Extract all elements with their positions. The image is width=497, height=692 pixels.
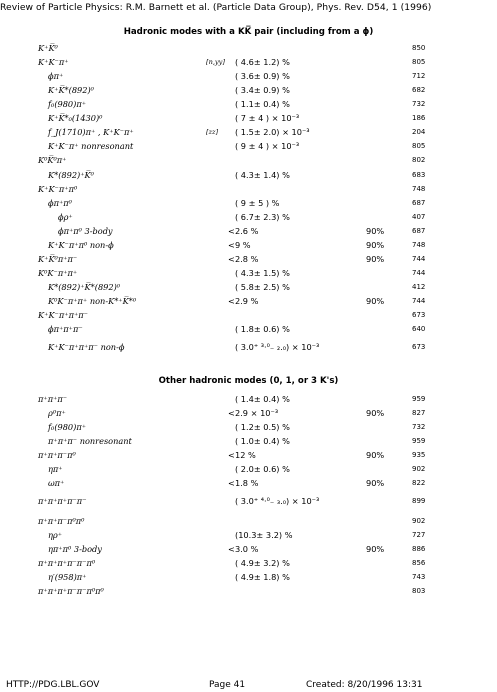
branching-fraction: ( 3.0⁺ ³·⁰₋ ₂.₀) × 10⁻³ xyxy=(235,342,320,352)
decay-mode-row xyxy=(0,169,497,181)
branching-fraction: ( 3.0⁺ ⁴·⁰₋ ₃.₀) × 10⁻³ xyxy=(235,496,320,506)
decay-mode-name: K⁺K̅⁰π⁺π⁻ xyxy=(38,254,78,264)
footnote-ref: [n,yy] xyxy=(206,58,225,66)
momentum-value: 727 xyxy=(412,531,426,539)
footer-page-number: Page 41 xyxy=(209,680,246,690)
momentum-value: 902 xyxy=(412,517,426,525)
decay-mode-name: η′(958)π⁺ xyxy=(48,572,87,582)
momentum-value: 673 xyxy=(412,311,426,319)
decay-mode-name: π⁺π⁺π⁻π⁰ xyxy=(38,450,76,460)
momentum-value: 748 xyxy=(412,185,426,193)
decay-mode-name: π⁺π⁺π⁻ xyxy=(38,394,68,404)
decay-mode-name: f_J(1710)π⁺ , K⁺K⁻π⁺ xyxy=(48,127,134,137)
confidence-level: 90% xyxy=(366,226,385,236)
decay-mode-row xyxy=(0,421,497,433)
decay-mode-row xyxy=(0,571,497,583)
decay-mode-name: K⁺K̅*₀(1430)⁰ xyxy=(48,113,103,123)
momentum-value: 712 xyxy=(412,72,426,80)
decay-mode-name: K⁺K⁻π⁺π⁰ non-ϕ xyxy=(48,240,114,250)
momentum-value: 822 xyxy=(412,479,426,487)
decay-mode-row xyxy=(0,323,497,335)
decay-mode-row xyxy=(0,211,497,223)
decay-mode-name: K⁰K⁻π⁺π⁺ xyxy=(38,268,78,278)
decay-mode-name: π⁺π⁺π⁻π⁰π⁰ xyxy=(38,516,85,526)
decay-mode-row xyxy=(0,98,497,110)
decay-mode-row xyxy=(0,515,497,527)
decay-mode-name: K⁺K̅⁰ xyxy=(38,43,58,53)
momentum-value: 732 xyxy=(412,100,426,108)
decay-mode-name: ϕπ⁺π⁺π⁻ xyxy=(48,324,83,334)
decay-mode-row xyxy=(0,495,497,507)
section-title: Hadronic modes with a KK̅ pair (including from a ϕ) xyxy=(123,27,374,37)
upper-limit-sign: < xyxy=(228,254,235,264)
decay-mode-row xyxy=(0,225,497,237)
page-header: Review of Particle Physics: R.M. Barnett et al. (Particle Data Group), Phys. Rev. D54, 1 (1996) xyxy=(0,2,432,13)
decay-mode-row xyxy=(0,477,497,489)
momentum-value: 805 xyxy=(412,58,426,66)
decay-mode-name: π⁺π⁺π⁺π⁻π⁻π⁰π⁰ xyxy=(38,586,104,596)
decay-mode-row xyxy=(0,449,497,461)
footer-url[interactable]: HTTP://PDG.LBL.GOV xyxy=(6,680,100,690)
decay-mode-row xyxy=(0,309,497,321)
branching-fraction: ( 4.9± 3.2) % xyxy=(235,558,290,568)
decay-mode-row xyxy=(0,154,497,166)
decay-mode-name: K⁺K̅*(892)⁰ xyxy=(48,85,94,95)
upper-limit-sign: < xyxy=(228,408,235,418)
branching-fraction: 2.9 × 10⁻³ xyxy=(235,408,279,418)
decay-mode-row xyxy=(0,341,497,353)
decay-mode-name: K⁰K⁻π⁺π⁺ non-K*⁺K̅*⁰ xyxy=(48,296,137,306)
confidence-level: 90% xyxy=(366,254,385,264)
momentum-value: 748 xyxy=(412,241,426,249)
decay-mode-row xyxy=(0,42,497,54)
confidence-level: 90% xyxy=(366,296,385,306)
decay-mode-row xyxy=(0,239,497,251)
momentum-value: 683 xyxy=(412,171,426,179)
momentum-value: 856 xyxy=(412,559,426,567)
momentum-value: 802 xyxy=(412,156,426,164)
decay-mode-row xyxy=(0,112,497,124)
branching-fraction: ( 7 ± 4 ) × 10⁻³ xyxy=(235,113,300,123)
momentum-value: 899 xyxy=(412,497,426,505)
branching-fraction: ( 1.8± 0.6) % xyxy=(235,324,290,334)
momentum-value: 640 xyxy=(412,325,426,333)
momentum-value: 805 xyxy=(412,142,426,150)
momentum-value: 412 xyxy=(412,283,426,291)
momentum-value: 803 xyxy=(412,587,426,595)
decay-mode-row xyxy=(0,183,497,195)
decay-mode-row xyxy=(0,197,497,209)
confidence-level: 90% xyxy=(366,408,385,418)
confidence-level: 90% xyxy=(366,450,385,460)
momentum-value: 687 xyxy=(412,199,426,207)
decay-mode-row xyxy=(0,463,497,475)
branching-fraction: ( 3.6± 0.9) % xyxy=(235,71,290,81)
upper-limit-sign: < xyxy=(228,226,235,236)
branching-fraction: 9 % xyxy=(235,240,251,250)
decay-mode-row xyxy=(0,56,497,68)
footer-created-date: Created: 8/20/1996 13:31 xyxy=(306,680,423,690)
momentum-value: 744 xyxy=(412,269,426,277)
decay-mode-row xyxy=(0,407,497,419)
branching-fraction: ( 1.0± 0.4) % xyxy=(235,436,290,446)
momentum-value: 204 xyxy=(412,128,426,136)
branching-fraction: ( 1.2± 0.5) % xyxy=(235,422,290,432)
upper-limit-sign: < xyxy=(228,544,235,554)
decay-mode-row xyxy=(0,126,497,138)
momentum-value: 886 xyxy=(412,545,426,553)
section-title: Other hadronic modes (0, 1, or 3 K's) xyxy=(158,376,339,386)
branching-fraction: 2.9 % xyxy=(235,296,259,306)
decay-mode-name: ρ⁰π⁺ xyxy=(48,408,66,418)
decay-mode-name: K⁰K̅⁰π⁺ xyxy=(38,155,67,165)
momentum-value: 959 xyxy=(412,437,426,445)
branching-fraction: ( 4.6± 1.2) % xyxy=(235,57,290,67)
decay-mode-name: π⁺π⁺π⁺π⁻π⁻π⁰ xyxy=(38,558,96,568)
decay-mode-name: K*(892)⁺K̅*(892)⁰ xyxy=(48,282,121,292)
branching-fraction: ( 1.4± 0.4) % xyxy=(235,394,290,404)
branching-fraction: ( 4.3± 1.5) % xyxy=(235,268,290,278)
momentum-value: 827 xyxy=(412,409,426,417)
decay-mode-row xyxy=(0,557,497,569)
momentum-value: 407 xyxy=(412,213,426,221)
decay-mode-name: K⁺K⁻π⁺ xyxy=(38,57,69,67)
decay-mode-name: ϕπ⁺ xyxy=(48,71,64,81)
momentum-value: 744 xyxy=(412,255,426,263)
decay-mode-name: ηπ⁺ xyxy=(48,464,63,474)
decay-mode-row xyxy=(0,529,497,541)
decay-mode-name: ϕπ⁺π⁰ 3-body xyxy=(58,226,113,236)
branching-fraction: 2.8 % xyxy=(235,254,259,264)
confidence-level: 90% xyxy=(366,240,385,250)
branching-fraction: 1.8 % xyxy=(235,478,259,488)
momentum-value: 682 xyxy=(412,86,426,94)
branching-fraction: ( 5.8± 2.5) % xyxy=(235,282,290,292)
momentum-value: 743 xyxy=(412,573,426,581)
decay-mode-row xyxy=(0,281,497,293)
decay-mode-name: K⁺K⁻π⁺π⁺π⁻ non-ϕ xyxy=(48,342,125,352)
momentum-value: 186 xyxy=(412,114,426,122)
momentum-value: 902 xyxy=(412,465,426,473)
momentum-value: 935 xyxy=(412,451,426,459)
decay-mode-row xyxy=(0,253,497,265)
decay-mode-row xyxy=(0,543,497,555)
decay-mode-name: f₀(980)π⁺ xyxy=(48,422,87,432)
decay-mode-name: π⁺π⁺π⁺π⁻π⁻ xyxy=(38,496,87,506)
confidence-level: 90% xyxy=(366,478,385,488)
decay-mode-name: ϕπ⁺π⁰ xyxy=(48,198,72,208)
branching-fraction: ( 1.5± 2.0) × 10⁻³ xyxy=(235,127,310,137)
decay-mode-name: K⁺K⁻π⁺π⁺π⁻ xyxy=(38,310,88,320)
decay-mode-name: ηρ⁺ xyxy=(48,530,63,540)
confidence-level: 90% xyxy=(366,544,385,554)
decay-mode-name: K⁺K⁻π⁺π⁰ xyxy=(38,184,78,194)
decay-mode-row xyxy=(0,267,497,279)
momentum-value: 673 xyxy=(412,343,426,351)
decay-mode-name: π⁺π⁺π⁻ nonresonant xyxy=(48,436,132,446)
branching-fraction: ( 1.1± 0.4) % xyxy=(235,99,290,109)
decay-mode-name: K⁺K⁻π⁺ nonresonant xyxy=(48,141,134,151)
decay-mode-row xyxy=(0,84,497,96)
decay-mode-row xyxy=(0,140,497,152)
decay-mode-name: ηπ⁺π⁰ 3-body xyxy=(48,544,102,554)
upper-limit-sign: < xyxy=(228,240,235,250)
decay-mode-name: ωπ⁺ xyxy=(48,478,65,488)
decay-mode-row xyxy=(0,295,497,307)
branching-fraction: ( 4.9± 1.8) % xyxy=(235,572,290,582)
momentum-value: 959 xyxy=(412,395,426,403)
decay-mode-row xyxy=(0,70,497,82)
decay-mode-row xyxy=(0,435,497,447)
momentum-value: 732 xyxy=(412,423,426,431)
branching-fraction: ( 9 ± 4 ) × 10⁻³ xyxy=(235,141,300,151)
upper-limit-sign: < xyxy=(228,478,235,488)
decay-mode-name: K*(892)⁺K̅⁰ xyxy=(48,170,94,180)
decay-mode-name: f₀(980)π⁺ xyxy=(48,99,87,109)
momentum-value: 850 xyxy=(412,44,426,52)
branching-fraction: ( 3.4± 0.9) % xyxy=(235,85,290,95)
decay-mode-row xyxy=(0,585,497,597)
branching-fraction: ( 6.7± 2.3) % xyxy=(235,212,290,222)
momentum-value: 687 xyxy=(412,227,426,235)
branching-fraction: 2.6 % xyxy=(235,226,259,236)
branching-fraction: 12 % xyxy=(235,450,256,460)
branching-fraction: (10.3± 3.2) % xyxy=(235,530,293,540)
decay-mode-name: ϕρ⁺ xyxy=(58,212,73,222)
branching-fraction: ( 2.0± 0.6) % xyxy=(235,464,290,474)
branching-fraction: ( 9 ± 5 ) % xyxy=(235,198,280,208)
footnote-ref: [zz] xyxy=(206,128,219,136)
branching-fraction: ( 4.3± 1.4) % xyxy=(235,170,290,180)
momentum-value: 744 xyxy=(412,297,426,305)
upper-limit-sign: < xyxy=(228,450,235,460)
decay-mode-row xyxy=(0,393,497,405)
upper-limit-sign: < xyxy=(228,296,235,306)
branching-fraction: 3.0 % xyxy=(235,544,259,554)
